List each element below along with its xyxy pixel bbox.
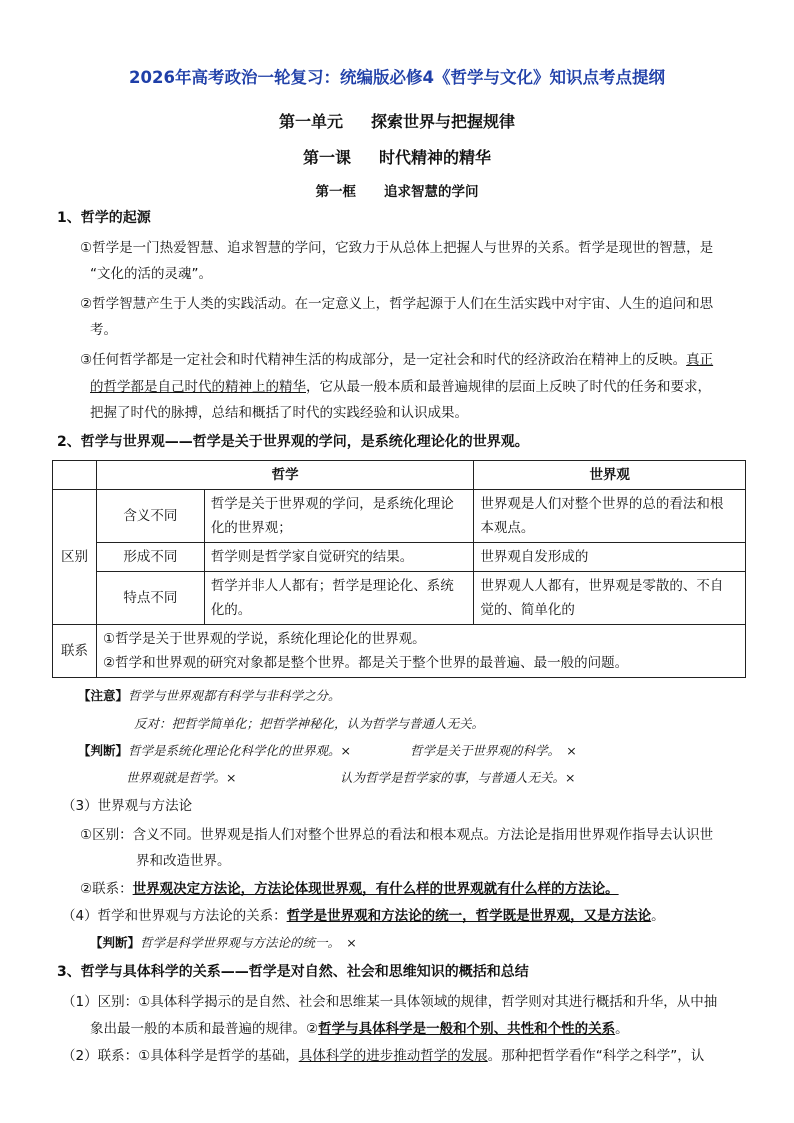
group-label-difference: 区别 (53, 490, 97, 625)
link-text: （2）联系：①具体科学是哲学的基础， (62, 1048, 299, 1064)
s2-item3-diff-line2: 界和改造世界。 (136, 853, 231, 869)
cell-text: 化的。 (210, 602, 252, 618)
s2-item4 (62, 906, 665, 926)
s1-point1-line2: “文化的活的灵魂”。 (90, 266, 212, 282)
section-3-heading: 3、哲学与具体科学的关系——哲学是对自然、社会和思维知识的概括和总结 (57, 964, 529, 980)
link-underlined: 具体科学的进步推动哲学的发展 (298, 1048, 488, 1064)
unit-heading (0, 109, 794, 132)
s1-point2-line2: 考。 (90, 322, 117, 338)
table-row (53, 572, 746, 625)
worldview-cell (474, 572, 746, 625)
note-tag: 【注意】 (78, 688, 129, 703)
s3-diff-line2 (90, 1019, 629, 1039)
frame-number: 第一框 (315, 184, 356, 200)
link-text-2: 。那种把哲学看作“科学之科学”，认 (487, 1048, 705, 1064)
judge-3: 世界观就是哲学。× (126, 770, 237, 785)
s1-point2-line1: ②哲学智慧产生于人类的实践活动。在一定意义上，哲学起源于人们在生活实践中对宇宙、人生的追问和思 (80, 296, 714, 312)
diff-text: 象出最一般的本质和最普遍的规律。② (90, 1021, 319, 1037)
cell-text: 觉的、简单化的 (480, 602, 575, 618)
philosophy-cell (204, 572, 474, 625)
s2-item3-diff-line1: ①区别：含义不同。世界观是指人们对整个世界总的看法和根本观点。方法论是指用世界观作指导去认识世 (80, 827, 714, 843)
note-text: 哲学与世界观都有科学与非科学之分。 (128, 688, 341, 703)
judge-5 (90, 933, 357, 953)
judge-2: 哲学是关于世界观的科学。 × (410, 743, 577, 758)
s3-diff-line1: （1）区别：①具体科学揭示的是自然、社会和思维某一具体领域的规律，哲学则对其进行概括和升华，从中抽 (62, 994, 718, 1010)
section-1-heading: 1、哲学的起源 (57, 210, 151, 226)
judge-tag: 【判断】 (90, 935, 141, 950)
unit-title: 探索世界与把握规律 (371, 112, 516, 131)
s3-link-line (62, 1046, 704, 1066)
judge-4: 认为哲学是哲学家的事，与普通人无关。× (340, 770, 576, 785)
table-corner (53, 461, 97, 490)
table-row (53, 490, 746, 543)
row-label: 形成不同 (96, 543, 204, 572)
lesson-title: 时代精神的精华 (379, 148, 492, 167)
judge-text: 哲学是系统化理论化科学化的世界观。× (128, 743, 351, 758)
worldview-cell (474, 490, 746, 543)
s1-point3-line2 (90, 377, 711, 397)
comparison-table (52, 460, 746, 678)
section-2-heading: 2、哲学与世界观——哲学是关于世界观的学问，是系统化理论化的世界观。 (57, 434, 529, 450)
cell-text: 本观点。 (480, 520, 535, 536)
judge-text: 哲学是科学世界观与方法论的统一。 × (140, 935, 357, 950)
link-prefix: ②联系： (80, 881, 133, 897)
s1-point1-line1: ①哲学是一门热爱智慧、追求智慧的学问，它致力于从总体上把握人与世界的关系。哲学是现世的智慧，是 (80, 240, 714, 256)
row-label: 特点不同 (96, 572, 204, 625)
link-point-1: ①哲学是关于世界观的学说，系统化理论化的世界观。 (102, 631, 426, 647)
cell-text: 哲学是关于世界观的学问，是系统化理论 (210, 496, 454, 512)
s2-item3-heading: （3）世界观与方法论 (62, 798, 193, 814)
link-label: 联系 (53, 625, 97, 678)
table-row (53, 625, 746, 678)
item4-end: 。 (651, 908, 665, 924)
row-label: 含义不同 (96, 490, 204, 543)
s1-point3-line1 (80, 350, 713, 370)
lesson-heading (0, 145, 794, 168)
judge-1 (78, 741, 351, 761)
item4-underlined: 哲学是世界观和方法论的统一，哲学既是世界观，又是方法论 (286, 908, 652, 924)
note-1 (78, 686, 341, 706)
table-header-row (53, 461, 746, 490)
s1-point3-underlined: 真正 (686, 352, 714, 368)
cell-text: 世界观人人都有，世界观是零散的、不自 (480, 578, 724, 594)
cell-text: 世界观是人们对整个世界的总的看法和根 (480, 496, 724, 512)
link-cell (96, 625, 745, 678)
item4-prefix: （4）哲学和世界观与方法论的关系： (62, 908, 287, 924)
cell-text: 化的世界观； (210, 520, 292, 536)
unit-number: 第一单元 (278, 112, 343, 131)
lesson-number: 第一课 (302, 148, 351, 167)
s1-point3-line3: 把握了时代的脉搏，总结和概括了时代的实践经验和认识成果。 (90, 405, 468, 421)
s1-point3-text: ③任何哲学都是一定社会和时代精神生活的构成部分，是一定社会和时代的经济政治在精神上的反映。 (80, 352, 687, 368)
frame-title: 追求智慧的学问 (384, 184, 479, 200)
philosophy-cell: 哲学则是哲学家自觉研究的结果。 (204, 543, 474, 572)
document-title: 2026年高考政治一轮复习：统编版必修4《哲学与文化》知识点考点提纲 (129, 68, 665, 87)
link-underlined: 世界观决定方法论，方法论体现世界观，有什么样的世界观就有什么样的方法论。 (132, 881, 619, 897)
worldview-cell: 世界观自发形成的 (474, 543, 746, 572)
header-philosophy: 哲学 (96, 461, 473, 490)
s1-point3-underlined-2: 的哲学都是自己时代的精神上的精华 (90, 379, 306, 395)
frame-heading (0, 180, 794, 200)
s2-item3-link (80, 879, 619, 899)
note-2: 反对：把哲学简单化；把哲学神秘化，认为哲学与普通人无关。 (134, 716, 485, 731)
judge-tag: 【判断】 (78, 743, 129, 758)
philosophy-cell (204, 490, 474, 543)
s1-point3-text-2: ，它从最一般本质和最普遍规律的层面上反映了时代的任务和要求， (306, 379, 711, 395)
diff-underlined: 哲学与具体科学是一般和个别、共性和个性的关系 (318, 1021, 616, 1037)
cell-text: 哲学并非人人都有；哲学是理论化、系统 (210, 578, 454, 594)
table-row (53, 543, 746, 572)
header-worldview: 世界观 (474, 461, 746, 490)
diff-end: 。 (615, 1021, 629, 1037)
link-point-2: ②哲学和世界观的研究对象都是整个世界。都是关于整个世界的最普遍、最一般的问题。 (102, 655, 629, 671)
